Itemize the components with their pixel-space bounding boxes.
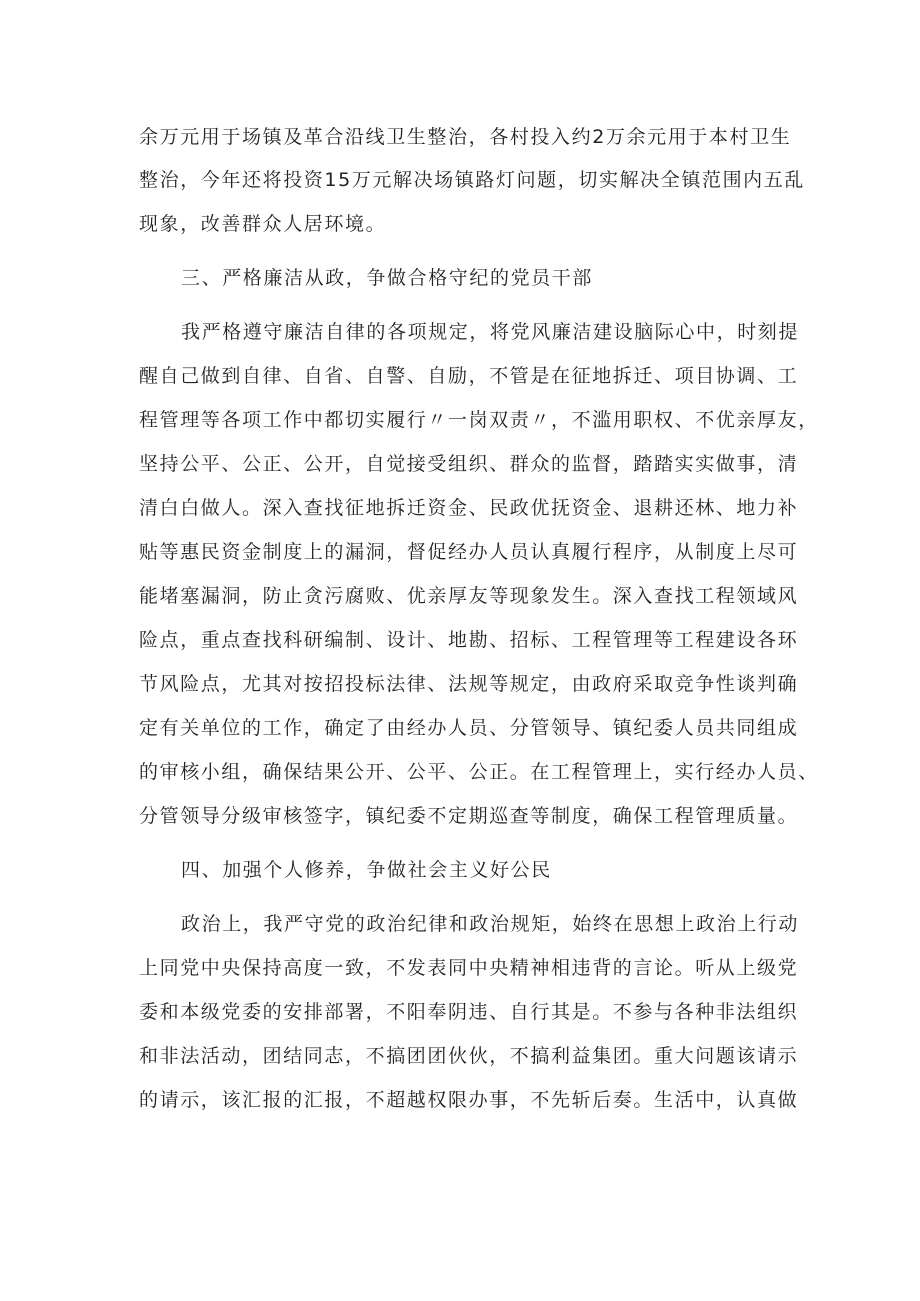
text-line: 分管领导分级审核签字，镇纪委不定期巡查等制度，确保工程管理质量。	[139, 805, 799, 827]
text-line: 现象，改善群众人居环境。	[139, 213, 387, 235]
text-line: 程管理等各项工作中都切实履行〃一岗双责〃，不滥用职权、不优亲厚友，	[139, 409, 819, 431]
section-heading: 四、加强个人修养，争做社会主义好公民	[181, 859, 552, 881]
text-line: 醒自己做到自律、自省、自警、自励，不管是在征地拆迁、项目协调、工	[139, 365, 799, 387]
text-line: 上同党中央保持高度一致，不发表同中央精神相违背的言论。听从上级党	[139, 957, 799, 979]
text-line: 和非法活动，团结同志，不搞团团伙伙，不搞利益集团。重大问题该请示	[139, 1045, 799, 1067]
text-line: 我严格遵守廉洁自律的各项规定，将党风廉洁建设脑际心中，时刻提	[181, 321, 800, 343]
text-line: 险点，重点查找科研编制、设计、地勘、招标、工程管理等工程建设各环	[139, 629, 799, 651]
text-line: 整治，今年还将投资15万元解决场镇路灯问题，切实解决全镇范围内五乱	[139, 169, 805, 191]
text-line: 余万元用于场镇及革合沿线卫生整治，各村投入约2万余元用于本村卫生	[139, 126, 792, 148]
text-line: 政治上，我严守党的政治纪律和政治规矩，始终在思想上政治上行动	[181, 913, 800, 935]
text-line: 清白白做人。深入查找征地拆迁资金、民政优抚资金、退耕还林、地力补	[139, 497, 799, 519]
section-heading: 三、严格廉洁从政，争做合格守纪的党员干部	[181, 267, 594, 289]
text-line: 坚持公平、公正、公开，自觉接受组织、群众的监督，踏踏实实做事，清	[139, 453, 799, 475]
text-line: 的审核小组，确保结果公开、公平、公正。在工程管理上，实行经办人员、	[139, 761, 819, 783]
text-line: 委和本级党委的安排部署，不阳奉阴违、自行其是。不参与各种非法组织	[139, 1001, 799, 1023]
text-line: 节风险点，尤其对按招投标法律、法规等规定，由政府采取竞争性谈判确	[139, 673, 799, 695]
text-line: 的请示，该汇报的汇报，不超越权限办事，不先斩后奏。生活中，认真做	[139, 1089, 799, 1111]
text-line: 定有关单位的工作，确定了由经办人员、分管领导、镇纪委人员共同组成	[139, 717, 799, 739]
text-line: 能堵塞漏洞，防止贪污腐败、优亲厚友等现象发生。深入查找工程领域风	[139, 585, 799, 607]
text-line: 贴等惠民资金制度上的漏洞，督促经办人员认真履行程序，从制度上尽可	[139, 541, 799, 563]
